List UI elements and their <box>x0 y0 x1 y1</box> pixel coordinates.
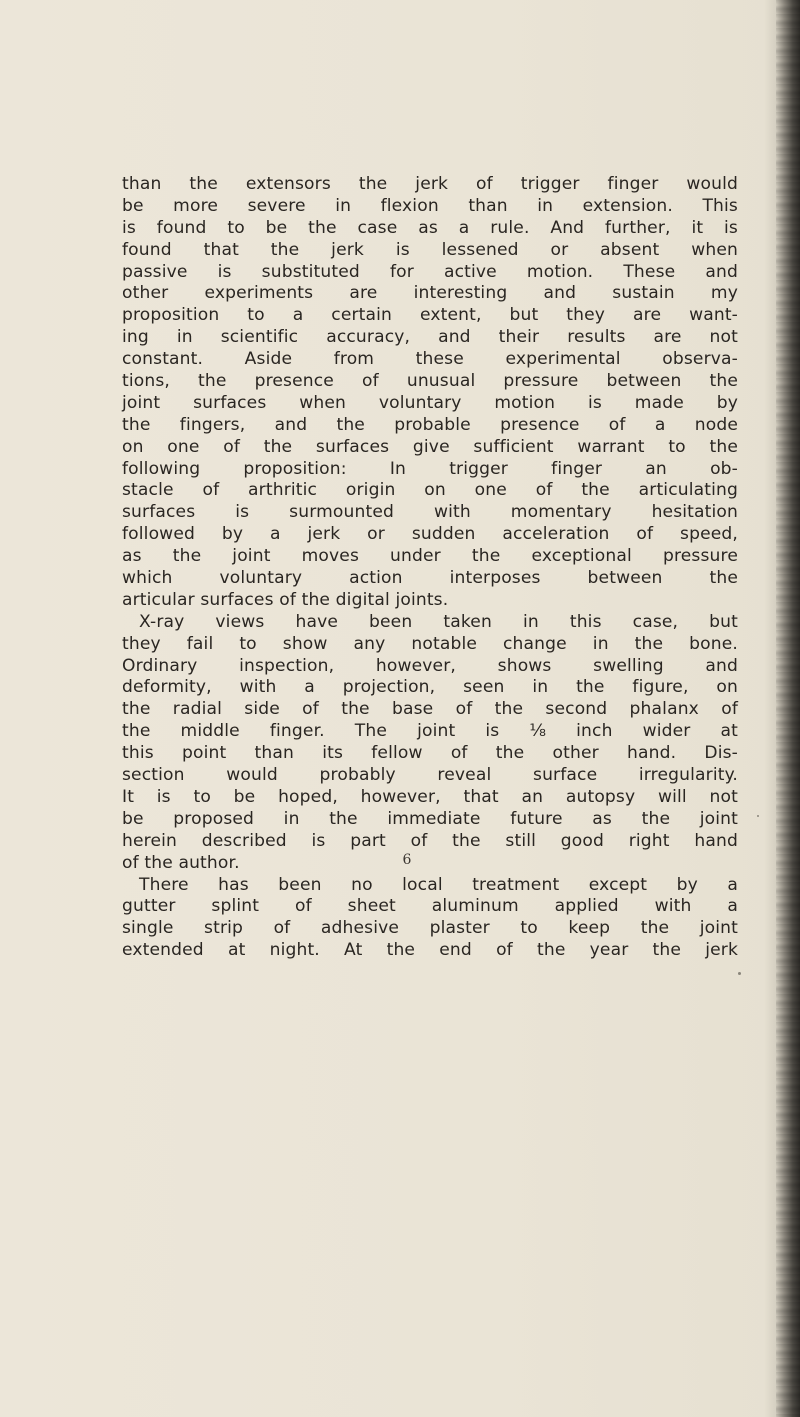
text-line-1: than the extensors the jerk of trigger finger would <box>122 174 738 194</box>
text-line-2: be more severe in flexion than in extension. This <box>122 195 738 216</box>
text-line-14: following proposition: In trigger finger an ob- <box>122 458 738 479</box>
body-text <box>122 174 738 962</box>
text-line-3: is found to be the case as a rule. And further, it is <box>122 217 738 238</box>
text-line-16: surfaces is surmounted with momentary hesitation <box>122 502 738 523</box>
text-line-12: the fingers, and the probable presence of a node <box>122 414 738 435</box>
text-line-5: passive is substituted for active motion. These and <box>122 261 738 282</box>
text-line-15: stacle of arthritic origin on one of the articulating <box>122 480 738 501</box>
text-line-25: the radial side of the base of the second phalanx of <box>122 699 738 720</box>
text-line-24: deformity, with a projection, seen in the figure, on <box>122 677 738 698</box>
text-line-33: There has been no local treatment except by a <box>139 874 738 895</box>
text-line-21: X-ray views have been taken in this case, but <box>139 611 738 632</box>
text-line-17: followed by a jerk or sudden acceleration of speed, <box>122 524 738 545</box>
text-line-6: other experiments are interesting and sustain my <box>122 283 738 304</box>
text-line-26: the middle finger. The joint is ⅛ inch wider at <box>122 721 738 742</box>
text-line-34: gutter splint of sheet aluminum applied with a <box>122 896 738 917</box>
text-line-36: extended at night. At the end of the year the jerk <box>122 940 738 961</box>
text-line-32: of the author. <box>122 852 240 873</box>
text-line-10: tions, the presence of unusual pressure between the <box>122 371 738 392</box>
text-line-13: on one of the surfaces give sufficient warrant to the <box>122 436 738 457</box>
paper-speck <box>757 815 759 817</box>
book-binding-edge <box>776 0 800 1417</box>
text-line-8: ing in scientific accuracy, and their results are not <box>122 327 738 348</box>
text-line-11: joint surfaces when voluntary motion is made by <box>122 392 738 413</box>
text-line-19: which voluntary action interposes between the <box>122 568 738 589</box>
text-line-7: proposition to a certain extent, but they are want- <box>122 305 738 326</box>
text-line-30: be proposed in the immediate future as the joint <box>122 808 738 829</box>
text-line-31: herein described is part of the still good right hand <box>122 830 738 851</box>
text-line-27: this point than its fellow of the other hand. Dis- <box>122 743 738 764</box>
paper-speck <box>738 972 741 975</box>
text-line-28: section would probably reveal surface irregularity. <box>122 765 738 786</box>
text-line-9: constant. Aside from these experimental observa- <box>122 349 738 370</box>
binding-shadow <box>764 0 776 1417</box>
text-line-18: as the joint moves under the exceptional pressure <box>122 546 738 567</box>
text-line-4: found that the jerk is lessened or absent when <box>122 239 738 260</box>
text-line-29: It is to be hoped, however, that an autopsy will not <box>122 786 738 807</box>
text-line-20: articular surfaces of the digital joints. <box>122 589 449 610</box>
text-line-22: they fail to show any notable change in the bone. <box>122 633 738 654</box>
page-number: 6 <box>402 852 412 868</box>
text-line-23: Ordinary inspection, however, shows swelling and <box>122 655 738 676</box>
text-line-35: single strip of adhesive plaster to keep the joint <box>122 918 738 939</box>
